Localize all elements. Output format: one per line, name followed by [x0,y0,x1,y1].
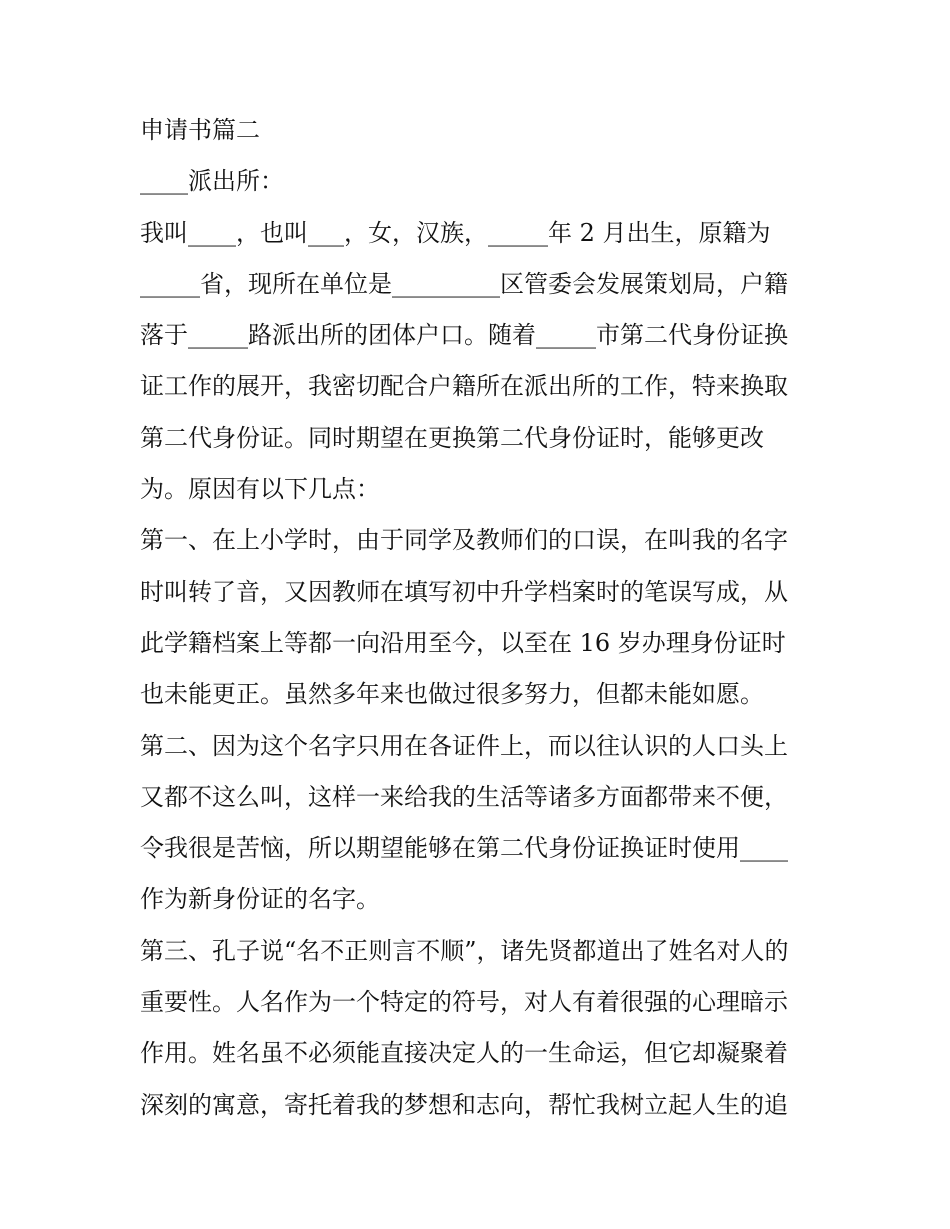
document-title: 申请书篇二 [140,116,260,144]
text-line: 第三、孔子说“名不正则言不顺”，诸先贤都道出了姓名对人的 [140,936,789,965]
text-line: 证工作的展开，我密切配合户籍所在派出所的工作，特来换取 [140,372,788,401]
text-line: 第二代身份证。同时期望在更换第二代身份证时，能够更改 [140,423,764,452]
text-line: 我叫____，也叫___，女，汉族，_____年 2 月出生，原籍为 [140,218,771,247]
text-line: 又都不这么叫，这样一来给我的生活等诸多方面都带来不便， [140,782,788,811]
text-line: 作为新身份证的名字。 [140,885,380,914]
text-line: 此学籍档案上等都一向沿用至今，以至在 16 岁办理身份证时 [140,628,786,657]
text-line: 时叫转了音，又因教师在填写初中升学档案时的笔误写成，从 [140,577,788,606]
text-line: 第二、因为这个名字只用在各证件上，而以往认识的人口头上 [140,731,788,760]
text-line: 深刻的寓意，寄托着我的梦想和志向，帮忙我树立起人生的追 [140,1090,788,1119]
text-line: 重要性。人名作为一个特定的符号，对人有着很强的心理暗示 [140,988,788,1017]
text-line: 第一、在上小学时，由于同学及教师们的口误，在叫我的名字 [140,526,788,555]
text-line: 落于_____路派出所的团体户口。随着_____市第二代身份证换 [140,321,788,350]
text-line: _____省，现所在单位是_________区管委会发展策划局，户籍 [140,269,788,298]
document-body [140,105,812,1131]
text-line: 也未能更正。虽然多年来也做过很多努力，但都未能如愿。 [140,680,764,709]
text-line-salutation: ____派出所： [140,167,284,196]
text-line: 令我很是苦恼，所以期望能够在第二代身份证换证时使用____ [140,834,788,863]
text-line: 作用。姓名虽不必须能直接决定人的一生命运，但它却凝聚着 [140,1039,788,1068]
text-line: 为。原因有以下几点： [140,475,380,504]
